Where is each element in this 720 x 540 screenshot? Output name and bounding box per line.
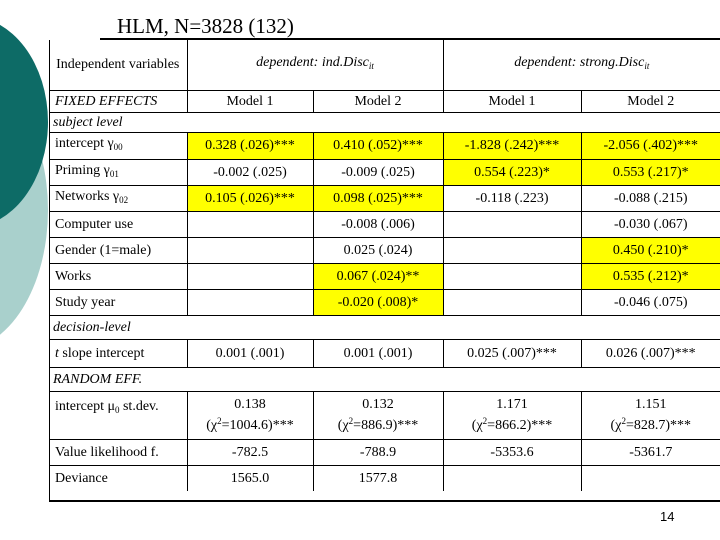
results-table <box>49 40 720 491</box>
row-networks: Networks $\gamma_{02}$ 0.105 (.026)*** 0.098 (.025)*** -0.118 (.223) -0.088 (.215) <box>49 185 720 211</box>
model1-strong-label: Model 1 <box>443 90 581 112</box>
row-computer-use: Computer use -0.008 (.006) -0.030 (.067) <box>49 211 720 237</box>
row-works: Works 0.067 (.024)** 0.535 (.212)* <box>49 263 720 289</box>
slide-title: HLM, N=3828 (132) <box>117 14 294 38</box>
fixed-effects-row <box>49 90 720 112</box>
row-deviance: Deviance 1565.0 1577.8 <box>49 465 720 491</box>
page-number: 14 <box>660 509 675 524</box>
independent-variables-header: Independent variables <box>49 40 187 90</box>
model2-strong-label: Model 2 <box>581 90 720 112</box>
model2-ind-label: Model 2 <box>313 90 443 112</box>
row-value-likelihood: Value likelihood f. -782.5 -788.9 -5353.6 -5361.7 <box>49 439 720 465</box>
section-subject-level: subject level <box>49 112 720 132</box>
row-priming: Priming $\gamma_{01}$ -0.002 (.025) -0.009 (.025) 0.554 (.223)* 0.553 (.217)* <box>49 159 720 185</box>
row-slope-intercept: t slope intercept 0.001 (.001) 0.001 (.001) 0.025 (.007)*** 0.026 (.007)*** <box>49 339 720 367</box>
row-random-intercept: intercept $\mu_0$ st.dev. 0.138 $(\chi^2=1004.6)***$ 0.132 $(\chi^2=886.9)***$ 1.171 $(\chi^2=866.2)***$ 1.151 $(\chi^2=828.7)***$ <box>49 391 720 439</box>
dependent-ind-disc-header: dependent: ind.Disc$_{it}$ <box>187 40 443 90</box>
row-intercept: intercept $\gamma_{00}$ 0.328 (.026)*** 0.410 (.052)*** -1.828 (.242)*** -2.056 (.402)*** <box>49 132 720 159</box>
fixed-effects-label: FIXED EFFECTS <box>49 90 187 112</box>
model1-ind-label: Model 1 <box>187 90 313 112</box>
dependent-strong-disc-header: dependent: strong.Disc$_{it}$ <box>443 40 720 90</box>
row-study-year: Study year -0.020 (.008)* -0.046 (.075) <box>49 289 720 315</box>
row-gender: Gender (1=male) 0.025 (.024) 0.450 (.210)* <box>49 237 720 263</box>
section-random-effects: RANDOM EFF. <box>49 367 720 391</box>
header-row <box>49 40 720 90</box>
section-decision-level: decision-level <box>49 315 720 339</box>
